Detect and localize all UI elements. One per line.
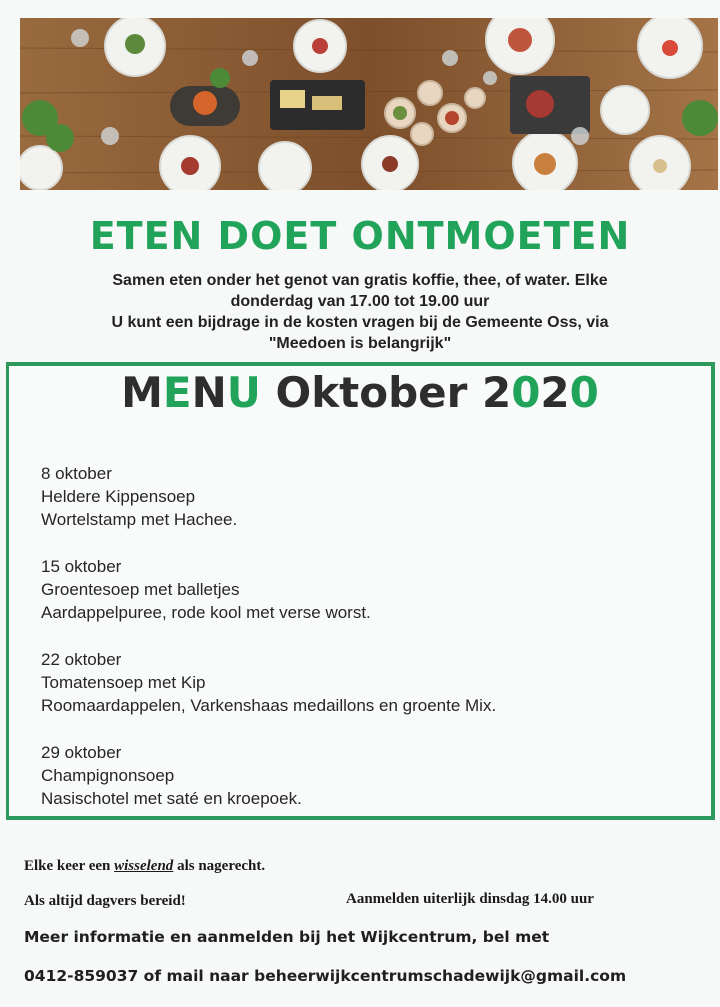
intro-line: "Meedoen is belangrijk" [268, 335, 452, 352]
registration-deadline: Aanmelden uiterlijk dinsdag 14.00 uur [346, 891, 594, 907]
entry-date: 15 oktober [41, 557, 122, 576]
page-title: ETEN DOET ONTMOETEN [89, 214, 631, 258]
entry-date: 29 oktober [41, 743, 122, 762]
menu-box [6, 362, 715, 820]
entry-main: Wortelstamp met Hachee. [41, 510, 238, 529]
heading-part: N [191, 368, 227, 417]
heading-part: M [121, 368, 163, 417]
entry-soup: Heldere Kippensoep [41, 487, 196, 506]
dessert-text: als nagerecht. [173, 858, 266, 874]
heading-part: U [226, 368, 261, 417]
intro-line: U kunt een bijdrage in de kosten vragen bij de Gemeente Oss, via [111, 314, 609, 331]
intro-line: donderdag van 17.00 tot 19.00 uur [230, 293, 490, 310]
heading-part: 0 [569, 368, 599, 417]
intro-text [30, 270, 690, 354]
info-line: Meer informatie en aanmelden bij het Wijkcentrum, bel met [24, 928, 550, 946]
header-photo [20, 18, 718, 190]
contact-line: 0412-859037 of mail naar beheerwijkcentrumschadewijk@gmail.com [24, 967, 627, 985]
entry-soup: Tomatensoep met Kip [41, 673, 206, 692]
fresh-note: Als altijd dagvers bereid! [24, 893, 186, 909]
menu-entry [41, 648, 681, 717]
menu-entry [41, 462, 681, 531]
dessert-note [24, 858, 265, 875]
entry-date: 22 oktober [41, 650, 122, 669]
entry-main: Nasischotel met saté en kroepoek. [41, 789, 302, 808]
entry-soup: Groentesoep met balletjes [41, 580, 240, 599]
entry-main: Roomaardappelen, Varkenshaas medaillons en groente Mix. [41, 696, 497, 715]
menu-entries [41, 462, 681, 834]
intro-line: Samen eten onder het genot van gratis koffie, thee, of water. Elke [112, 272, 608, 289]
menu-entry [41, 741, 681, 810]
entry-soup: Champignonsoep [41, 766, 175, 785]
menu-entry [41, 555, 681, 624]
heading-part: 2 [540, 368, 570, 417]
entry-date: 8 oktober [41, 464, 112, 483]
entry-main: Aardappelpuree, rode kool met verse worst. [41, 603, 371, 622]
dessert-emphasis: wisselend [114, 858, 174, 874]
heading-part: E [162, 368, 192, 417]
heading-part: Oktober 2 [260, 368, 512, 417]
menu-heading [9, 368, 711, 417]
dinner-table-illustration [20, 18, 718, 190]
heading-part: 0 [511, 368, 541, 417]
dessert-text: Elke keer een [24, 858, 115, 874]
